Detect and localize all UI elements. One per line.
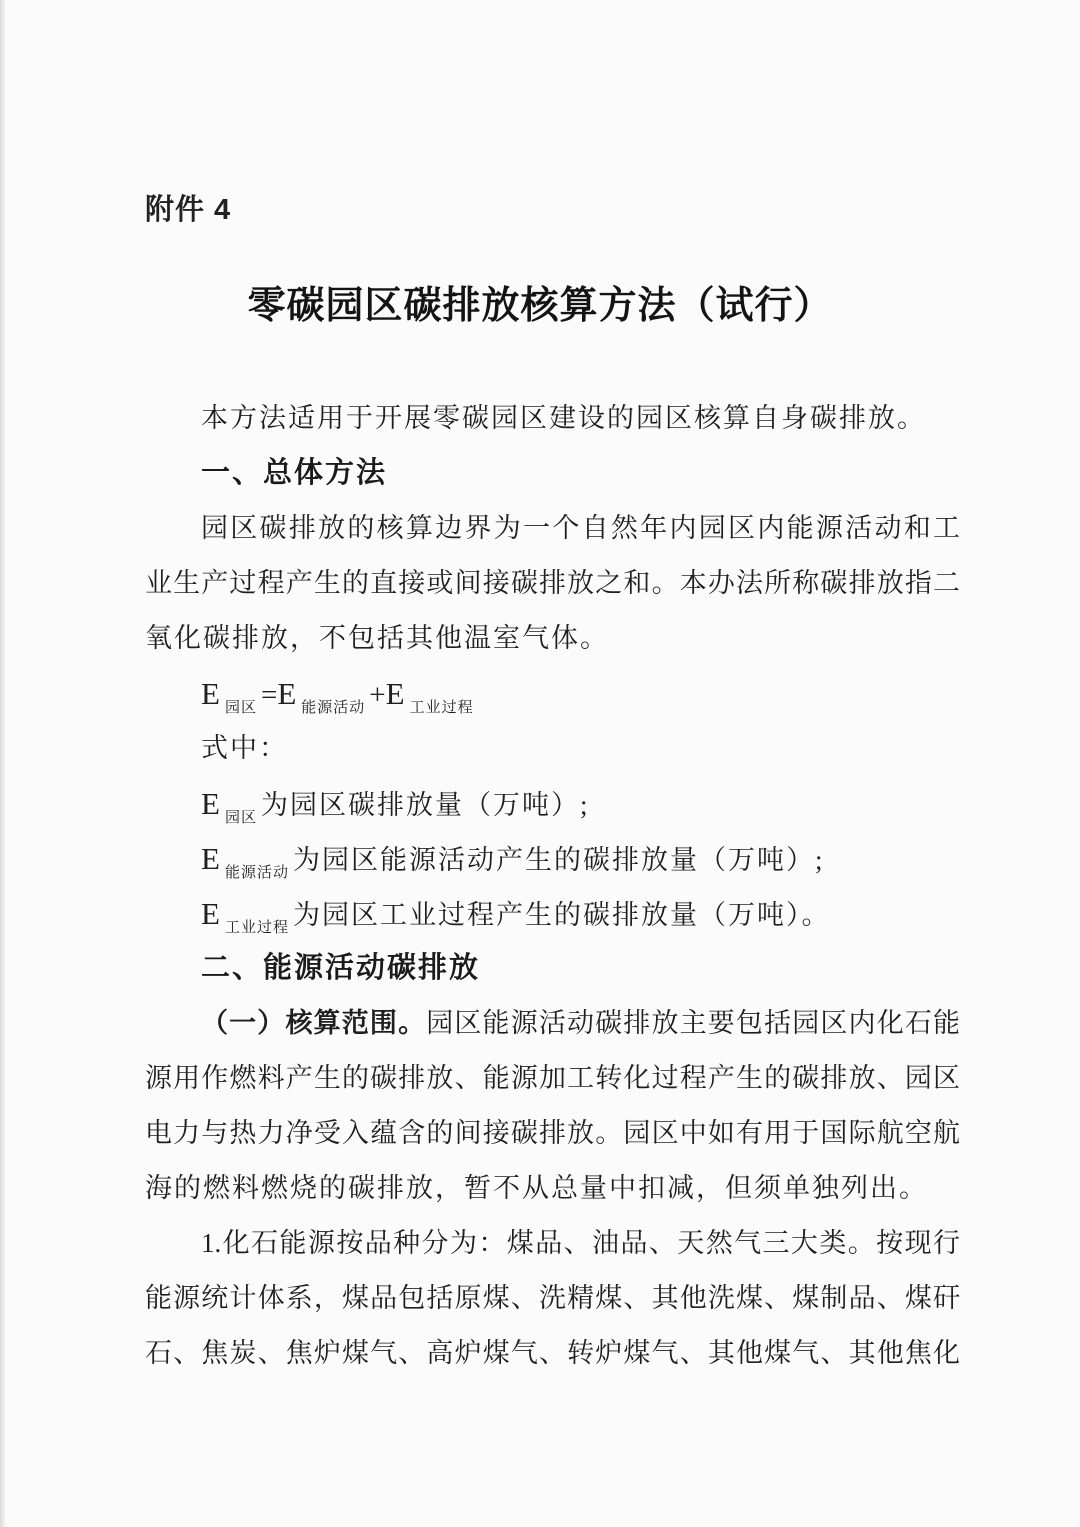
formula-symbol-e-energy: E bbox=[201, 841, 220, 876]
emission-formula bbox=[145, 666, 960, 721]
plus-sign: + bbox=[369, 679, 386, 711]
formula-symbol-e-industry: E bbox=[385, 676, 405, 711]
formula-subscript-park: 园区 bbox=[224, 700, 257, 716]
formula-symbol-e-industry: E bbox=[201, 896, 220, 931]
formula-intro-label: 式中： bbox=[201, 733, 288, 763]
paragraph-line: 业生产过程产生的直接或间接碳排放之和。本办法所称碳排放指二 bbox=[145, 568, 960, 598]
paragraph-line: 海的燃料燃烧的碳排放，暂不从总量中扣减，但须单独列出。 bbox=[145, 1173, 928, 1203]
formula-subscript-industry: 工业过程 bbox=[224, 920, 289, 936]
formula-subscript-industry: 工业过程 bbox=[409, 700, 474, 716]
paragraph-line: 电力与热力净受入蕴含的间接碳排放。园区中如有用于国际航空航 bbox=[145, 1118, 960, 1148]
definition-text: 为园区工业过程产生的碳排放量（万吨）。 bbox=[292, 900, 831, 930]
definition-text: 为园区碳排放量（万吨）; bbox=[260, 790, 590, 820]
section-1-heading: 一、总体方法 bbox=[201, 457, 388, 489]
equals-sign: = bbox=[260, 679, 278, 711]
document-title: 零碳园区碳排放核算方法（试行） bbox=[247, 285, 833, 327]
paragraph-line: 1.化石能源按品种分为：煤品、油品、天然气三大类。按现行 bbox=[201, 1228, 960, 1258]
formula-subscript-energy: 能源活动 bbox=[301, 700, 366, 716]
definition-text: 为园区能源活动产生的碳排放量（万吨）; bbox=[292, 845, 825, 875]
section-2-heading: 二、能源活动碳排放 bbox=[201, 952, 481, 984]
paragraph-line: 石、焦炭、焦炉煤气、高炉煤气、转炉煤气、其他煤气、其他焦化 bbox=[145, 1338, 960, 1368]
paragraph-line: 园区碳排放的核算边界为一个自然年内园区内能源活动和工 bbox=[201, 513, 960, 543]
paragraph-text: 园区能源活动碳排放主要包括园区内化石能 bbox=[426, 1008, 960, 1038]
formula-subscript-park: 园区 bbox=[224, 810, 257, 826]
paragraph-line: 氧化碳排放，不包括其他温室气体。 bbox=[145, 623, 609, 653]
formula-symbol-e-park: E bbox=[201, 676, 220, 711]
document-body bbox=[145, 391, 960, 1381]
formula-symbol-e-energy: E bbox=[277, 676, 297, 711]
paragraph-line: 能源统计体系，煤品包括原煤、洗精煤、其他洗煤、煤制品、煤矸 bbox=[145, 1283, 960, 1313]
formula-subscript-energy: 能源活动 bbox=[224, 865, 289, 881]
paragraph-line bbox=[145, 996, 960, 1051]
definition-e-industry bbox=[145, 886, 960, 941]
subsection-label: （一）核算范围。 bbox=[201, 1008, 427, 1038]
definition-e-park bbox=[145, 776, 960, 831]
intro-paragraph-line: 本方法适用于开展零碳园区建设的园区核算自身碳排放。 bbox=[201, 403, 926, 433]
attachment-label: 附件 4 bbox=[145, 194, 232, 226]
definition-e-energy bbox=[145, 831, 960, 886]
paragraph-line: 源用作燃料产生的碳排放、能源加工转化过程产生的碳排放、园区 bbox=[145, 1063, 960, 1093]
formula-symbol-e-park: E bbox=[201, 786, 220, 821]
